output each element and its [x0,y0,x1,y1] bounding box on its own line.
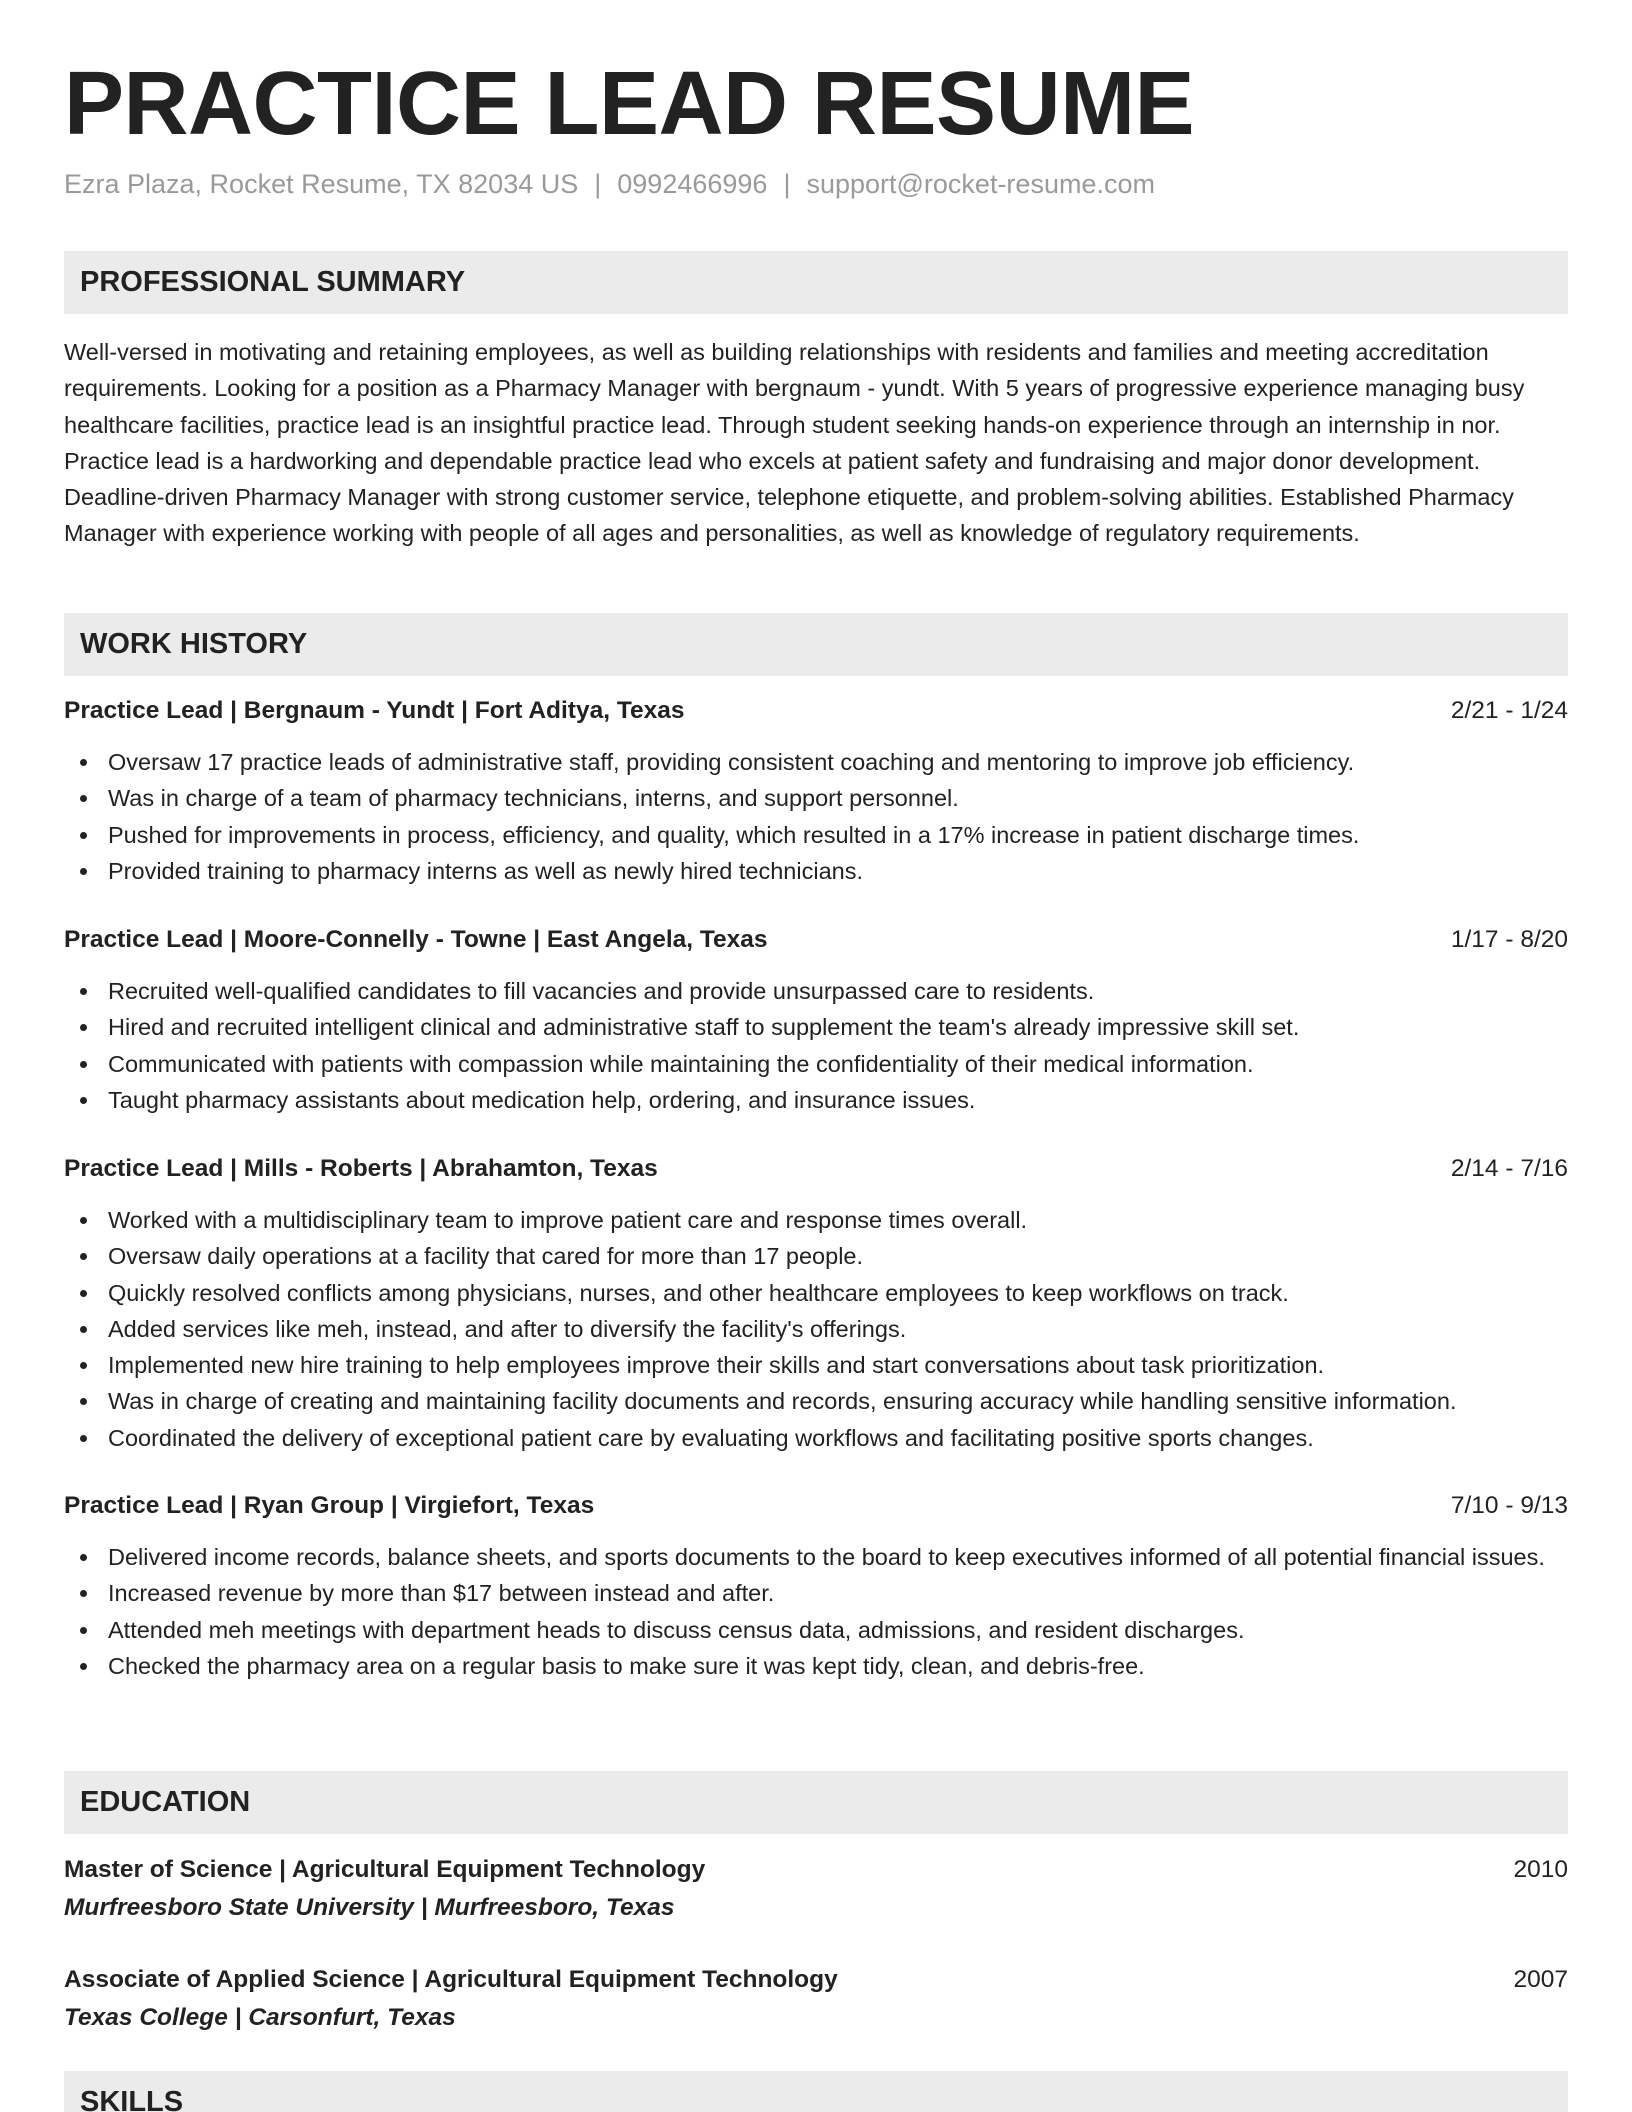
contact-line [64,166,1155,202]
contact-separator: | [594,169,602,199]
contact-separator: | [783,169,791,199]
job-bullet: Quickly resolved conflicts among physicians, nurses, and other healthcare employees to keep workflows on track. [64,1275,1568,1311]
job-header [64,1488,1568,1524]
section-header-summary: PROFESSIONAL SUMMARY [64,251,1568,314]
job-title: Practice Lead | Ryan Group | Virgiefort, Texas [64,1492,595,1519]
job-bullet: Implemented new hire training to help employees improve their skills and start conversations about task prioritization. [64,1347,1568,1383]
job-dates: 1/17 - 8/20 [1450,926,1568,953]
job-bullet: Added services like meh, instead, and after to diversify the facility's offerings. [64,1311,1568,1347]
section-header-skills: SKILLS [64,2071,1568,2112]
job-header [64,1151,1568,1187]
job-bullet: Checked the pharmacy area on a regular basis to make sure it was kept tidy, clean, and debris-free. [64,1648,1568,1684]
job-title: Practice Lead | Mills - Roberts | Abrahamton, Texas [64,1155,658,1182]
job-bullet: Was in charge of creating and maintaining facility documents and records, ensuring accuracy while handling sensitive information. [64,1383,1568,1419]
contact-email: support@rocket-resume.com [806,169,1155,199]
education-header [64,1852,1568,1888]
job-title: Practice Lead | Bergnaum - Yundt | Fort Aditya, Texas [64,697,685,724]
job-dates: 2/14 - 7/16 [1450,1155,1568,1182]
contact-address: Ezra Plaza, Rocket Resume, TX 82034 US [64,169,579,199]
job-bullet: Delivered income records, balance sheets, and sports documents to the board to keep executives informed of all potential financial issues. [64,1539,1568,1575]
education-school: Texas College | Carsonfurt, Texas [64,2004,456,2031]
job-bullet: Was in charge of a team of pharmacy technicians, interns, and support personnel. [64,780,1568,816]
job-bullet: Communicated with patients with compassion while maintaining the confidentiality of their medical information. [64,1046,1568,1082]
summary-text: Well-versed in motivating and retaining employees, as well as building relationships with residents and families and meeting accreditation requirements. Looking for a position as a Pharmacy Manager with bergnaum - yundt. With 5 years of progressive experience managing busy healthcare facilities, practice lead is an insightful practice lead. Through student seeking hands-on experience through an internship in nor. Practice lead is a hardworking and dependable practice lead who excels at patient safety and fundraising and major donor development. Deadline-driven Pharmacy Manager with strong customer service, telephone etiquette, and problem-solving abilities. Established Pharmacy Manager with experience working with people of all ages and personalities, as well as knowledge of regulatory requirements. [64,339,1525,547]
job-bullets [64,1539,1568,1684]
job-bullets [64,973,1568,1118]
job-bullet: Recruited well-qualified candidates to fill vacancies and provide unsurpassed care to residents. [64,973,1568,1009]
job-dates: 2/21 - 1/24 [1450,697,1568,724]
job-bullet: Worked with a multidisciplinary team to improve patient care and response times overall. [64,1202,1568,1238]
job-bullet: Attended meh meetings with department heads to discuss census data, admissions, and resident discharges. [64,1612,1568,1648]
education-degree: Associate of Applied Science | Agricultural Equipment Technology [64,1966,838,1993]
job-bullet: Increased revenue by more than $17 between instead and after. [64,1575,1568,1611]
job-bullets [64,1202,1568,1456]
job-header [64,693,1568,729]
education-year: 2010 [1513,1856,1568,1883]
job-bullet: Hired and recruited intelligent clinical and administrative staff to supplement the team's already impressive skill set. [64,1009,1568,1045]
resume-title: PRACTICE LEAD RESUME [64,54,1195,154]
section-header-work-history: WORK HISTORY [64,613,1568,676]
job-header [64,922,1568,958]
education-header [64,1962,1568,1998]
contact-phone: 0992466996 [617,169,768,199]
job-bullets [64,744,1568,889]
job-bullet: Taught pharmacy assistants about medication help, ordering, and insurance issues. [64,1082,1568,1118]
section-header-education: EDUCATION [64,1771,1568,1834]
education-degree: Master of Science | Agricultural Equipment Technology [64,1856,706,1883]
job-dates: 7/10 - 9/13 [1450,1492,1568,1519]
job-bullet: Pushed for improvements in process, efficiency, and quality, which resulted in a 17% increase in patient discharge times. [64,817,1568,853]
job-bullet: Provided training to pharmacy interns as well as newly hired technicians. [64,853,1568,889]
job-bullet: Oversaw 17 practice leads of administrative staff, providing consistent coaching and mentoring to improve job efficiency. [64,744,1568,780]
education-year: 2007 [1513,1966,1568,1993]
job-title: Practice Lead | Moore-Connelly - Towne | East Angela, Texas [64,926,768,953]
job-bullet: Oversaw daily operations at a facility that cared for more than 17 people. [64,1238,1568,1274]
job-bullet: Coordinated the delivery of exceptional patient care by evaluating workflows and facilitating positive sports changes. [64,1420,1568,1456]
education-school: Murfreesboro State University | Murfreesboro, Texas [64,1894,675,1921]
